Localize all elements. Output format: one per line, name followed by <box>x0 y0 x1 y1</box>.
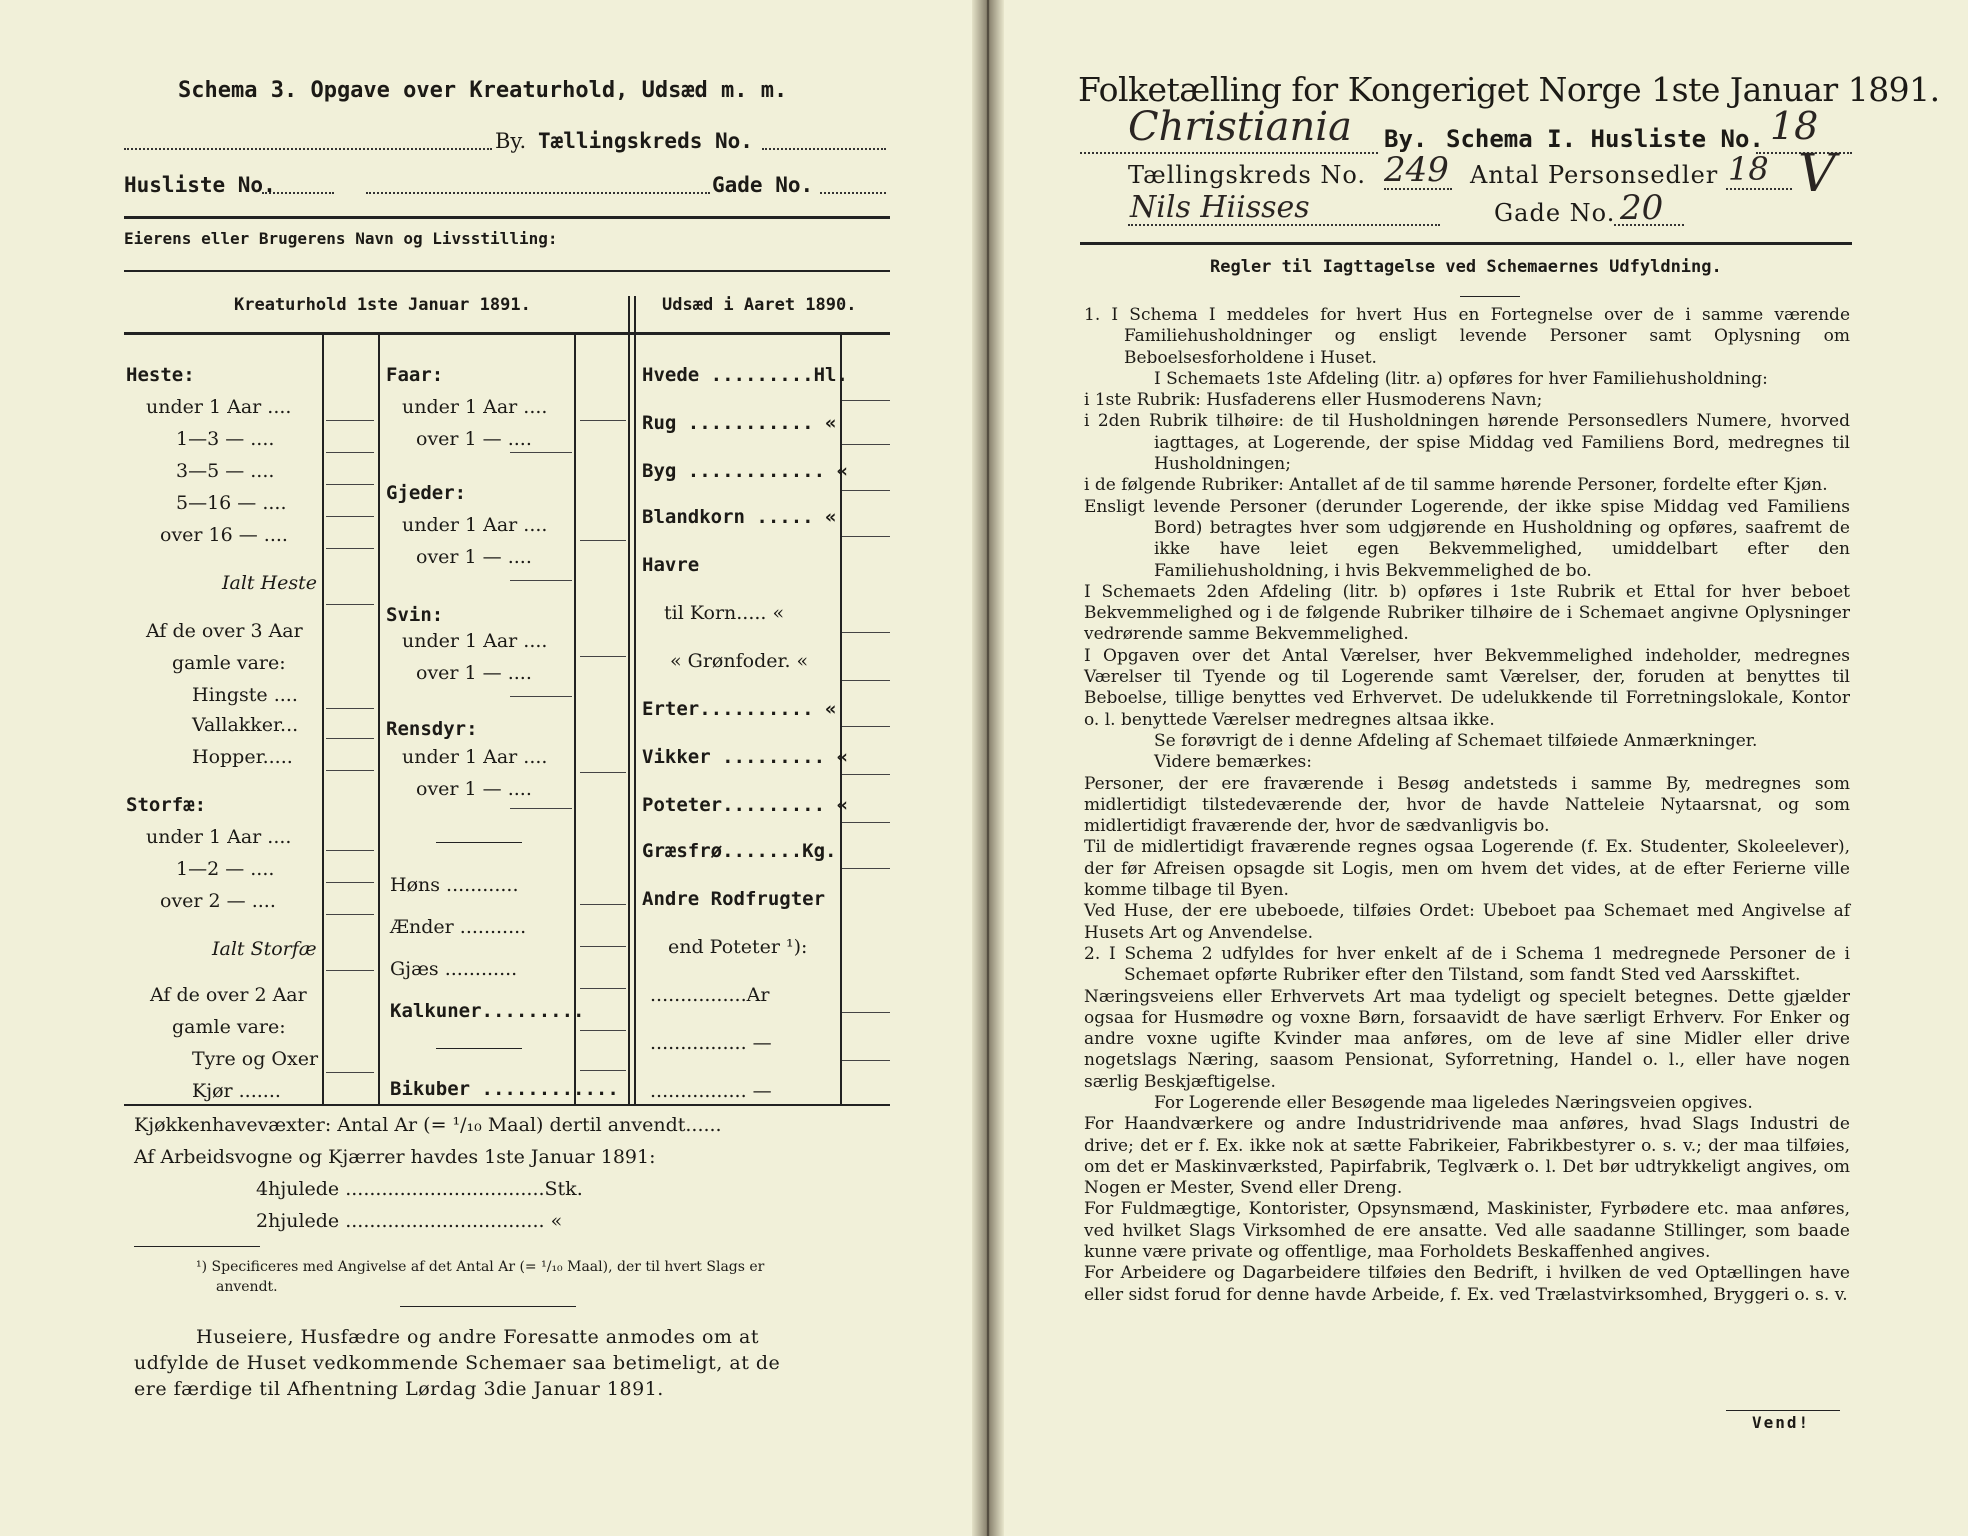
heste-row: over 16 — .... <box>160 524 288 546</box>
hingste-row: Hingste .... <box>192 684 298 706</box>
heste-over3-line1: Af de over 3 Aar <box>146 620 303 642</box>
cell-line <box>580 904 626 905</box>
col-line <box>378 334 380 1104</box>
cell-line <box>326 770 374 771</box>
udsaed-erter: Erter.......... « <box>642 698 837 720</box>
cell-line <box>326 1072 374 1073</box>
udsaed-ar-row: ................ — <box>650 1080 772 1102</box>
antal-blank[interactable] <box>1726 188 1792 190</box>
cell-line <box>842 726 890 727</box>
col-line <box>840 334 842 1104</box>
vend-label: Vend! <box>1752 1413 1811 1432</box>
cell-line <box>842 822 890 823</box>
fowl-row: Kalkuner......... <box>390 1000 585 1022</box>
rensdyr-title: Rensdyr: <box>386 718 478 740</box>
storfae-over2-line1: Af de over 2 Aar <box>150 984 307 1006</box>
footnote-rule <box>134 1246 260 1247</box>
rule-paragraph: 1. I Schema I meddeles for hvert Hus en Fortegnelse over de i samme værende Familiehusholdninger og ensligt levende Personer samt Oplysning om Beboelsesforholdene i Huset. <box>1084 305 1850 368</box>
faar-row: under 1 Aar .... <box>402 396 548 418</box>
cell-line <box>510 452 572 453</box>
storfae-row: under 1 Aar .... <box>146 826 292 848</box>
rule-paragraph: For Fuldmægtige, Kontorister, Opsynsmænd, Maskinister, Fyrbødere etc. maa anføres, ved hvilket Slags Virksomhed de ere ansatte. Ved alle saadanne Stillinger, som baade kunne være private og offentlige, maa Forholdets Beskaffenhed angives. <box>1084 1199 1850 1263</box>
street-handwriting: Nils Hiisses <box>1130 190 1310 225</box>
cell-line <box>842 774 890 775</box>
cell-line <box>842 490 890 491</box>
cell-line <box>580 988 626 989</box>
kjokkenhave-line: Kjøkkenhavevæxter: Antal Ar (= ¹/₁₀ Maal) dertil anvendt...... <box>134 1114 722 1136</box>
city-blank[interactable] <box>1080 152 1378 154</box>
heste-row: under 1 Aar .... <box>146 396 292 418</box>
faar-title: Faar: <box>386 364 444 386</box>
cell-line <box>842 536 890 537</box>
udsaed-byg: Byg ............ « <box>642 460 848 482</box>
book-spine <box>972 0 1004 1536</box>
udsaed-andre-2: end Poteter ¹): <box>668 936 808 958</box>
rules-title: Regler til Iagttagelse ved Schemaernes Udfyldning. <box>1210 257 1722 277</box>
udsaed-poteter: Poteter......... « <box>642 794 848 816</box>
cell-line <box>326 452 374 453</box>
rule-paragraph: i 1ste Rubrik: Husfaderens eller Husmoderens Navn; <box>1084 390 1543 411</box>
gade-label: Gade No. <box>712 173 814 197</box>
cell-line <box>326 420 374 421</box>
taellingskreds-label-right: Tællingskreds No. <box>1128 161 1367 189</box>
cell-line <box>326 850 374 851</box>
heste-over3-line2: gamle vare: <box>172 652 286 674</box>
gade-handwriting: 20 <box>1620 188 1664 228</box>
cell-line <box>580 1070 626 1071</box>
storfae-row: over 2 — .... <box>160 890 276 912</box>
cell-line <box>326 914 374 915</box>
footnote-line: anvendt. <box>216 1279 278 1295</box>
rule-paragraph: Til de midlertidigt fraværende regnes ogsaa Logerende (f. Ex. Studenter, Skoleelever), der før Afreisen opsagde sit Logis, men om hvem det vides, at de efter Ferierne ville komme tilbage til Byen. <box>1084 837 1850 901</box>
husliste-handwriting: 18 <box>1770 104 1819 148</box>
separator <box>436 1048 522 1049</box>
cell-line <box>842 868 890 869</box>
vend-rule <box>1726 1410 1840 1411</box>
udsaed-graesfro: Græsfrø.......Kg. <box>642 840 837 862</box>
antal-label: Antal Personsedler <box>1470 161 1719 189</box>
arbeidsvogne-line: Af Arbeidsvogne og Kjærrer havdes 1ste Januar 1891: <box>134 1146 656 1168</box>
by-label-right: By. <box>1384 125 1428 153</box>
taellingskreds-blank[interactable] <box>762 148 886 150</box>
kreaturhold-header: Kreaturhold 1ste Januar 1891. <box>234 295 531 315</box>
antal-handwriting: 18 <box>1728 150 1769 188</box>
bikuber-row: Bikuber ............ <box>390 1078 619 1100</box>
rule-paragraph: 2. I Schema 2 udfyldes for hver enkelt af de i Schema 1 medregnede Personer de i Schemaet opførte Rubriker efter den Tilstand, som fandt Sted ved Aarsskiftet. <box>1084 943 1850 986</box>
rule-table-bottom <box>124 1104 890 1106</box>
city-handwriting: Christiania <box>1128 104 1352 150</box>
heste-row: 1—3 — .... <box>176 428 275 450</box>
rule-paragraph: Se forøvrigt de i denne Afdeling af Schemaet tilføiede Anmærkninger. <box>1154 730 1758 751</box>
storfae-title: Storfæ: <box>126 794 207 816</box>
cell-line <box>842 1060 890 1061</box>
by-blank[interactable] <box>124 148 492 150</box>
hjul2-line: 2hjulede ................................. « <box>256 1210 563 1232</box>
fowl-row: Gjæs ............ <box>390 958 518 980</box>
footnote-line: ¹) Specificeres med Angivelse af det Antal Ar (= ¹/₁₀ Maal), der til hvert Slags er <box>196 1259 765 1275</box>
rule-paragraph: Personer, der ere fraværende i Besøg andetsteds i samme By, medregnes som midlertidigt tilstedeværende der, hvor de havde Natteleie Nytaarsnat, og som midlertidigt fraværende der, hvor de sædvanligvis bo. <box>1084 773 1850 837</box>
eier-label: Eierens eller Brugerens Navn og Livsstilling: <box>124 229 558 248</box>
udsaed-andre-1: Andre Rodfrugter <box>642 888 826 910</box>
rensdyr-row: under 1 Aar .... <box>402 746 548 768</box>
closing-line: udfylde de Huset vedkommende Schemaer saa betimeligt, at de <box>134 1352 781 1374</box>
gade-label-right: Gade No. <box>1494 199 1616 227</box>
heste-row: 3—5 — .... <box>176 460 275 482</box>
fowl-row: Ænder ........... <box>390 916 527 938</box>
rule-paragraph: I Schemaets 1ste Afdeling (litr. a) opføres for hver Familiehusholdning: <box>1154 368 1768 389</box>
gade-name-blank[interactable] <box>366 192 710 194</box>
schema-label: Schema I. Husliste No. <box>1446 125 1764 153</box>
cell-line <box>580 656 626 657</box>
gjeder-row: under 1 Aar .... <box>402 514 548 536</box>
vallakker-row: Vallakker... <box>192 714 299 736</box>
closing-line: ere færdige til Afhentning Lørdag 3die Januar 1891. <box>134 1378 664 1400</box>
heste-total: Ialt Heste <box>222 572 318 594</box>
rules-text <box>1084 305 1850 1306</box>
cell-line <box>510 696 572 697</box>
husliste-label: Husliste No. <box>124 173 276 197</box>
udsaed-ar-row: ................ — <box>650 1032 772 1054</box>
gjeder-row: over 1 — .... <box>416 546 532 568</box>
cell-line <box>326 548 374 549</box>
fowl-row: Høns ............ <box>390 874 519 896</box>
rule-top <box>124 216 890 219</box>
cell-line <box>510 808 572 809</box>
udsaed-blandkorn: Blandkorn ..... « <box>642 506 837 528</box>
cell-line <box>326 604 374 605</box>
kjor-row: Kjør ....... <box>192 1080 281 1102</box>
taellingskreds-label: Tællingskreds No. <box>538 129 753 153</box>
rule-paragraph: i 2den Rubrik tilhøire: de til Husholdningen hørende Personsedlers Numere, hvorved iagttages, at Logerende, der spise Middag ved Familiens Bord, medregnes til Husholdningen; <box>1084 411 1850 475</box>
cell-line <box>580 1030 626 1031</box>
svin-row: over 1 — .... <box>416 662 532 684</box>
taellingskreds-handwriting: 249 <box>1384 150 1449 190</box>
rule-paragraph: Ved Huse, der ere ubeboede, tilføies Ordet: Ubeboet paa Schemaet med Angivelse af Husets Art og Anvendelse. <box>1084 901 1850 943</box>
rule-paragraph: Næringsveiens eller Erhvervets Art maa tydeligt og specielt betegnes. Dette gjælder ogsaa for Husmødre og voxne Børn, forsaavidt de have særligt Erhverv. For Enker og andre voxne ugifte Kvinder maa anføres, om de leve af sine Midler eller drive nogetslags Næring, saasom Pensionat, Syforretning, Handel o. l., eller have nogen særlig Beskjæftigelse. <box>1084 986 1850 1092</box>
udsaed-vikker: Vikker ......... « <box>642 746 848 768</box>
cell-line <box>326 970 374 971</box>
closing-line: Huseiere, Husfædre og andre Foresatte anmodes om at <box>196 1326 759 1348</box>
rule-right-top <box>1080 242 1852 245</box>
closing-rule <box>400 1306 576 1307</box>
udsaed-rug: Rug ........... « <box>642 412 837 434</box>
svin-row: under 1 Aar .... <box>402 630 548 652</box>
storfae-over2-line2: gamle vare: <box>172 1016 286 1038</box>
svin-title: Svin: <box>386 604 444 626</box>
faar-row: over 1 — .... <box>416 428 532 450</box>
cell-line <box>842 400 890 401</box>
heste-row: 5—16 — .... <box>176 492 287 514</box>
husliste-blank[interactable] <box>262 192 334 194</box>
rule-paragraph: For Haandværkere og andre Industridrivende maa anføres, hvad Slags Industri de drive; det er f. Ex. ikke nok at sætte Fabrikeier, Fabrikbestyrer o. s. v.; der maa tilføies, om det er Maskinværksted, Papirfabrik, Teglværk o. l. Det bør udtrykkeligt angives, om Nogen er Mester, Svend eller Dreng. <box>1084 1114 1850 1199</box>
cell-line <box>326 484 374 485</box>
cell-line <box>326 708 374 709</box>
udsaed-ar-row: ................Ar <box>650 984 770 1006</box>
by-label: By. <box>495 129 527 153</box>
storfae-total: Ialt Storfæ <box>212 938 317 960</box>
cell-line <box>842 632 890 633</box>
col-line <box>628 296 630 1104</box>
col-line <box>322 334 324 1104</box>
cell-line <box>510 580 572 581</box>
rule-eier <box>124 270 890 272</box>
gade-blank[interactable] <box>820 192 886 194</box>
col-line <box>574 334 576 1104</box>
right-title: Folketælling for Kongeriget Norge 1ste Januar 1891. <box>1078 70 1940 109</box>
rule-paragraph: For Arbeidere og Dagarbeidere tilføies den Bedrift, i hvilken de ved Optællingen have eller sidst forud for denne havde Arbeide, f. Ex. ved Trælastvirksomhed, Bryggeri o. s. v. <box>1084 1263 1850 1305</box>
rule-paragraph: Videre bemærkes: <box>1154 752 1312 773</box>
check-mark: V <box>1798 144 1836 204</box>
heste-title: Heste: <box>126 364 195 386</box>
cell-line <box>580 420 626 421</box>
left-title: Schema 3. Opgave over Kreaturhold, Udsæd m. m. <box>178 78 788 103</box>
rule-paragraph: Ensligt levende Personer (derunder Logerende, der ikke spise Middag ved Familiens Bord) betragtes hver som udgjørende en Husholdning og opføres, saafremt de ikke have leiet egen Bekvemmelighed, umiddelbart efter den Familiehusholdning, i hvis Bekvemmelighed de bo. <box>1084 496 1850 581</box>
cell-line <box>580 946 626 947</box>
rule-paragraph: I Schemaets 2den Afdeling (litr. b) opføres i 1ste Rubrik et Ettal for hver beboet Bekvemmelighed og i de følgende Rubriker tilhøire de i Schemaet angivne Oplysninger vedrørende samme Bekvemmelighed. <box>1084 581 1850 645</box>
hjul4-line: 4hjulede .................................Stk. <box>256 1178 583 1200</box>
udsaed-til-korn: til Korn..... « <box>664 602 785 624</box>
rensdyr-row: over 1 — .... <box>416 778 532 800</box>
rule-paragraph: For Logerende eller Besøgende maa ligeledes Næringsveien opgives. <box>1154 1092 1753 1113</box>
cell-line <box>326 738 374 739</box>
storfae-row: 1—2 — .... <box>176 858 275 880</box>
cell-line <box>580 540 626 541</box>
cell-line <box>842 444 890 445</box>
cell-line <box>326 516 374 517</box>
udsaed-gronfoder: « Grønfoder. « <box>670 650 809 672</box>
cell-line <box>842 1012 890 1013</box>
rule-paragraph: I Opgaven over det Antal Værelser, hver Bekvemmelighed indeholder, medregnes Værelser til Tyende og til Logerende samt Værelser, der, foruden at benyttes til Beboelse, tillige benyttes ved Erhvervet. De udelukkende til Forretningslokale, Kontor o. l. benyttede Værelser medregnes altsaa ikke. <box>1084 645 1850 730</box>
col-line <box>634 296 636 1104</box>
tyre-row: Tyre og Oxer <box>192 1048 319 1070</box>
cell-line <box>580 772 626 773</box>
rule-paragraph: i de følgende Rubriker: Antallet af de til samme hørende Personer, fordelte efter Kjøn. <box>1084 475 1828 496</box>
cell-line <box>842 680 890 681</box>
udsaed-header: Udsæd i Aaret 1890. <box>662 295 857 315</box>
rules-title-rule <box>1460 296 1520 297</box>
udsaed-hvede: Hvede .........Hl. <box>642 364 848 386</box>
rule-header <box>124 332 890 335</box>
gjeder-title: Gjeder: <box>386 482 467 504</box>
cell-line <box>326 882 374 883</box>
separator <box>436 842 522 843</box>
udsaed-havre: Havre <box>642 554 700 576</box>
hopper-row: Hopper..... <box>192 746 293 768</box>
